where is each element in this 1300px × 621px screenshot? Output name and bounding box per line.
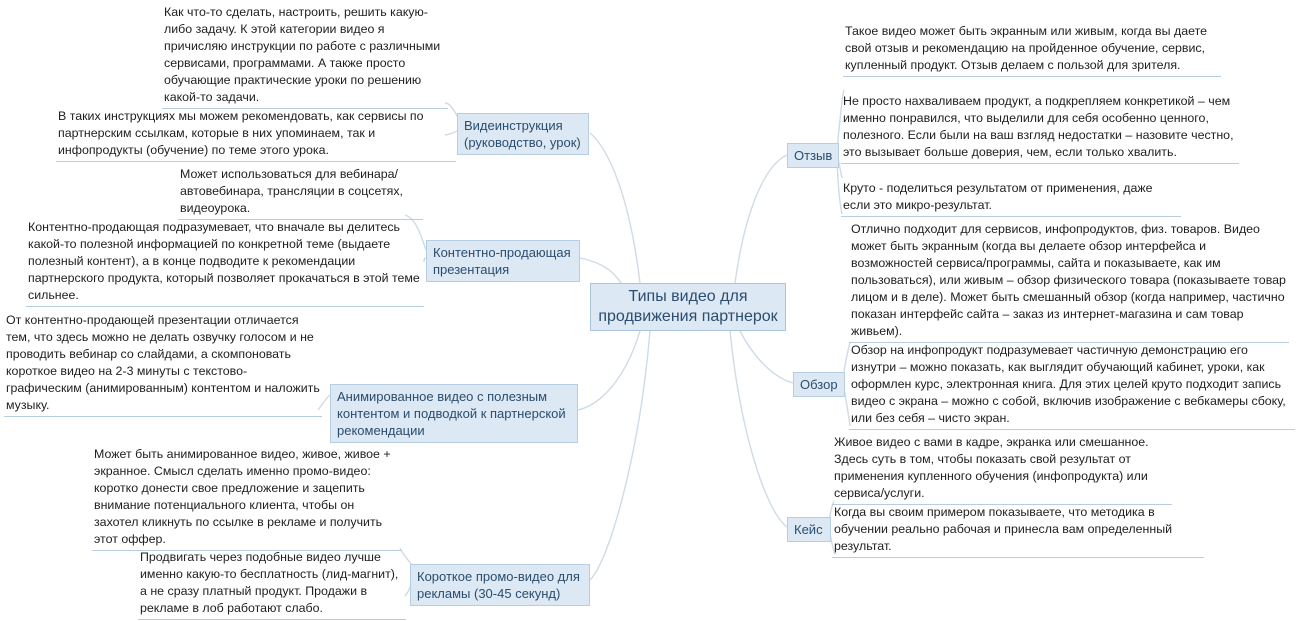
note-review-3: Круто - поделиться результатом от применения, даже если это микро-результат. (841, 180, 1181, 217)
note-review-2: Не просто нахваливаем продукт, а подкрепляем конкретикой – чем именно понравился, что выделили для себя особенно ценного, полезного. Если были на ваш взгляд недостатки – назовите честно, это вызывает больше доверия, чем, если только хвалить. (841, 93, 1239, 164)
topic-review-label: Отзыв (794, 148, 833, 163)
note-case-2: Когда вы своим примером показываете, что методика в обучении реально рабочая и принесла вам определенный результат. (832, 504, 1204, 558)
note-case-1: Живое видео с вами в кадре, экранка или смешанное. Здесь суть в том, чтобы показать свой результат от применения купленного обучения (инфопродукта) или сервиса/услуги. (832, 434, 1172, 505)
topic-content-presentation-label: Контентно-продающая презентация (433, 245, 571, 277)
note-video-instruction-1: Как что-то сделать, настроить, решить какую-либо задачу. К этой категории видео я причисляю инструкции по работе с различными сервисами, программами. А также просто обучающие практические уроки по решению какой-то задачи. (162, 4, 448, 109)
note-animated-video-1: От контентно-продающей презентации отличается тем, что здесь можно не делать озвучку голосом и не проводить вебинар со слайдами, а скомпоновать короткое видео на 2-3 минуты с текстово-графическим (анимированным) контентом и наложить музыку. (4, 312, 322, 417)
note-promo-video-1: Может быть анимированное видео, живое, живое + экранное. Смысл сделать именно промо-видео: коротко донести свое предложение и зацепить внимание потенциального клиента, чтобы он захотел кликнуть по ссылке в рекламе и получить этот оффер. (92, 446, 402, 551)
topic-promo-video[interactable] (410, 564, 590, 606)
topic-video-instruction-label: Видеинструкция (руководство, урок) (464, 118, 581, 150)
link-center-review (735, 155, 787, 283)
topic-animated-video-label: Анимированное видео с полезным контентом и подводкой к партнерской рекомендации (337, 389, 566, 438)
topic-review[interactable] (787, 143, 839, 168)
topic-case-label: Кейс (794, 522, 823, 537)
link-center-animated (578, 331, 640, 410)
topic-case[interactable] (787, 517, 831, 542)
note-video-instruction-2: В таких инструкциях мы можем рекомендовать, как сервисы по партнерским ссылкам, которые в них упоминаем, так и инфопродукты (обучение) по теме этого урока. (56, 108, 456, 162)
note-content-presentation-1: Может использоваться для вебинара/ автовебинара, трансляции в соцсетях, видеоурока. (178, 166, 423, 220)
link-center-video-instruction (590, 133, 640, 283)
central-topic[interactable] (590, 283, 786, 331)
topic-video-instruction[interactable] (457, 113, 589, 155)
note-content-presentation-2: Контентно-продающая подразумевает, что вначале вы делитесь какой-то полезной информацией по конкретной теме (выдаете полезный контент), а в конце подводите к рекомендации партнерского продукта, который позволяет прокачаться в этой теме сильнее. (26, 219, 424, 307)
topic-overview[interactable] (793, 372, 845, 397)
note-overview-1: Отлично подходит для сервисов, инфопродуктов, физ. товаров. Видео может быть экранным (когда вы делаете обзор интерфейса и возможностей сервиса/программы, сайта и показываете, как им пользоваться), или живым – обзор физического товара (показываете товар лицом и в деле). Может быть смешанный обзор (когда например, частично показан интерфейс сайта – заказ из интернет-магазина и сам товар живьем). (849, 221, 1289, 343)
note-overview-2: Обзор на инфопродукт подразумевает частичную демонстрацию его изнутри – можно показать, как выглядит обучающий кабинет, уроки, как оформлен курс, электронная книга. Для этих целей круто подходит запись видео с экрана – можно с собой, включив изображение с вебкамеры сбоку, или без себя – чисто экран. (849, 342, 1295, 430)
central-topic-label: Типы видео для продвижения партнерок (598, 288, 778, 325)
link-center-case (730, 331, 787, 527)
topic-animated-video[interactable] (330, 384, 578, 443)
note-promo-video-2: Продвигать через подобные видео лучше именно какую-то бесплатность (лид-магнит), а не сразу платный продукт. Продажи в рекламе в лоб работают слабо. (138, 549, 406, 620)
link-center-overview (740, 331, 793, 383)
topic-overview-label: Обзор (800, 377, 838, 392)
note-review-1: Такое видео может быть экранным или живым, когда вы даете свой отзыв и рекомендацию на пройденное обучение, сервис, купленный продукт. Отзыв делаем с пользой для зрителя. (843, 23, 1221, 77)
topic-promo-video-label: Короткое промо-видео для рекламы (30-45 секунд) (417, 569, 580, 601)
link-center-promo (590, 331, 650, 580)
topic-content-presentation[interactable] (426, 240, 580, 282)
